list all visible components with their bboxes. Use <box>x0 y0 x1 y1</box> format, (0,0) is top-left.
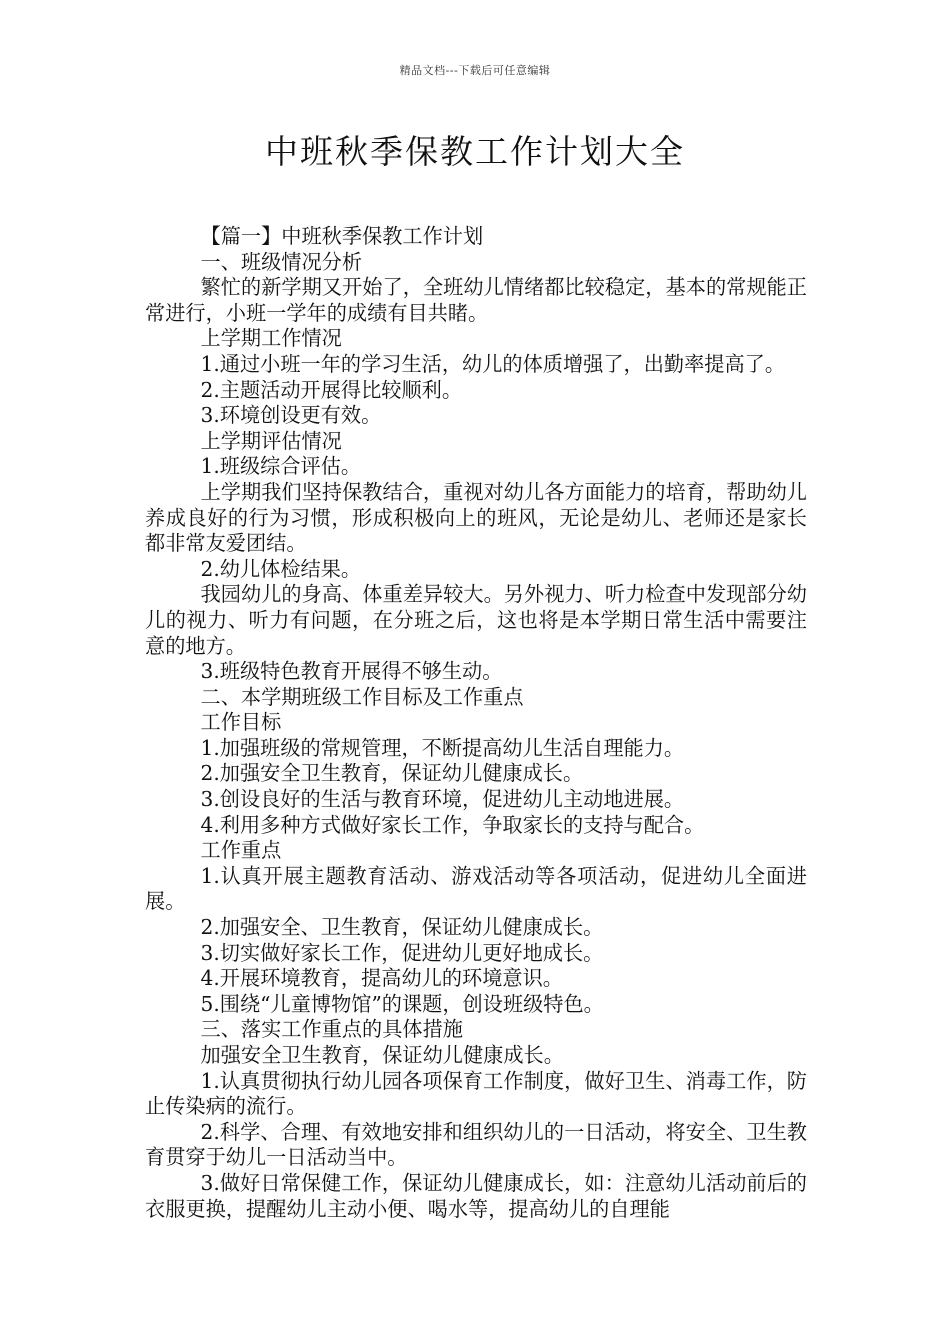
paragraph: 4.利用多种方式做好家长工作，争取家长的支持与配合。 <box>200 812 705 837</box>
paragraph: 二、本学期班级工作目标及工作重点 <box>200 684 524 709</box>
paragraph: 繁忙的新学期又开始了，全班幼儿情绪都比较稳定，基本的常规能正常进行，小班一学年的成绩有目共睹。 <box>145 275 807 325</box>
paragraph: 我园幼儿的身高、体重差异较大。另外视力、听力检查中发现部分幼儿的视力、听力有问题，在分班之后，这也将是本学期日常生活中需要注意的地方。 <box>145 582 807 658</box>
paragraph: 【篇一】中班秋季保教工作计划 <box>200 224 484 248</box>
paragraph: 5.围绕“儿童博物馆”的课题，创设班级特色。 <box>200 991 604 1016</box>
paragraph: 1.班级综合评估。 <box>200 454 362 479</box>
paragraph: 一、班级情况分析 <box>200 249 363 274</box>
paragraph: 三、落实工作重点的具体措施 <box>200 1017 463 1042</box>
header-note: 精品文档---下载后可任意编辑 <box>399 64 551 77</box>
paragraph: 1.通过小班一年的学习生活，幼儿的体质增强了，出勤率提高了。 <box>200 351 786 376</box>
paragraph: 3.做好日常保健工作，保证幼儿健康成长，如：注意幼儿活动前后的衣服更换，提醒幼儿主动小便、喝水等，提高幼儿的自理能 <box>145 1170 807 1221</box>
paragraph: 1.认真开展主题教育活动、游戏活动等各项活动，促进幼儿全面进展。 <box>145 863 807 914</box>
paragraph: 2.科学、合理、有效地安排和组织幼儿的一日活动，将安全、卫生教育贯穿于幼儿一日活动当中。 <box>145 1119 807 1170</box>
paragraph: 3.切实做好家长工作，促进幼儿更好地成长。 <box>200 940 604 965</box>
paragraph: 加强安全卫生教育，保证幼儿健康成长。 <box>200 1043 564 1067</box>
paragraph: 工作目标 <box>200 710 282 735</box>
paragraph: 3.班级特色教育开展得不够生动。 <box>200 659 503 684</box>
paragraph: 1.认真贯彻执行幼儿园各项保育工作制度，做好卫生、消毒工作，防止传染病的流行。 <box>145 1068 807 1119</box>
paragraph: 工作重点 <box>200 838 282 863</box>
paragraph: 3.创设良好的生活与教育环境，促进幼儿主动地进展。 <box>200 787 685 812</box>
document-body <box>145 224 807 1222</box>
document-title: 中班秋季保教工作计划大全 <box>265 132 685 171</box>
paragraph: 1.加强班级的常规管理，不断提高幼儿生活自理能力。 <box>200 735 685 760</box>
paragraph: 3.环境创设更有效。 <box>200 403 382 428</box>
paragraph: 上学期工作情况 <box>200 326 342 351</box>
paragraph: 2.幼儿体检结果。 <box>200 556 362 581</box>
paragraph: 上学期评估情况 <box>200 428 342 453</box>
paragraph: 2.主题活动开展得比较顺利。 <box>200 377 463 402</box>
paragraph: 2.加强安全、卫生教育，保证幼儿健康成长。 <box>200 915 604 940</box>
paragraph: 4.开展环境教育，提高幼儿的环境意识。 <box>200 966 563 991</box>
paragraph: 上学期我们坚持保教结合，重视对幼儿各方面能力的培育，帮助幼儿养成良好的行为习惯，形成积极向上的班风，无论是幼儿、老师还是家长都非常友爱团结。 <box>145 479 807 556</box>
paragraph: 2.加强安全卫生教育，保证幼儿健康成长。 <box>200 761 584 786</box>
